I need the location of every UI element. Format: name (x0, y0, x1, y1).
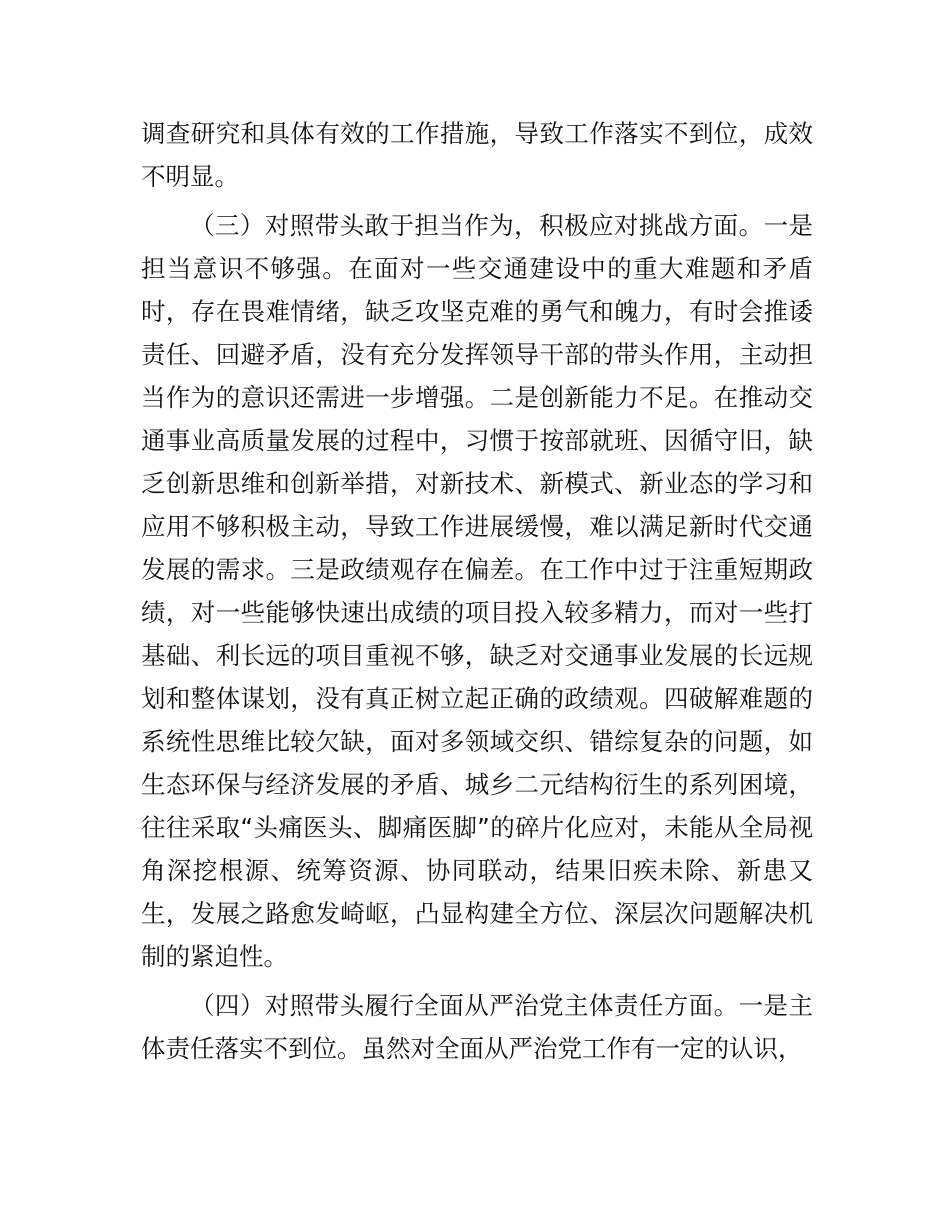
document-body (141, 112, 813, 1070)
paragraph-section-four: （四）对照带头履行全面从严治党主体责任方面。一是主体责任落实不到位。虽然对全面从严治党工作有一定的认识， (141, 991, 813, 1063)
paragraph-section-three: （三）对照带头敢于担当作为，积极应对挑战方面。一是担当意识不够强。在面对一些交通建设中的重大难题和矛盾时，存在畏难情绪，缺乏攻坚克难的勇气和魄力，有时会推诿责任、回避矛盾，没有充分发挥领导干部的带头作用，主动担当作为的意识还需进一步增强。二是创新能力不足。在推动交通事业高质量发展的过程中，习惯于按部就班、因循守旧，缺乏创新思维和创新举措，对新技术、新模式、新业态的学习和应用不够积极主动，导致工作进展缓慢，难以满足新时代交通发展的需求。三是政绩观存在偏差。在工作中过于注重短期政绩，对一些能够快速出成绩的项目投入较多精力，而对一些打基础、利长远的项目重视不够，缺乏对交通事业发展的长远规划和整体谋划，没有真正树立起正确的政绩观。四破解难题的系统性思维比较欠缺，面对多领域交织、错综复杂的问题，如生态环保与经济发展的矛盾、城乡二元结构衍生的系列困境，往往采取“头痛医头、脚痛医脚”的碎片化应对，未能从全局视角深挖根源、统筹资源、协同联动，结果旧疾未除、新患又生，发展之路愈发崎岖，凸显构建全方位、深层次问题解决机制的紧迫性。 (141, 211, 813, 971)
paragraph-continuation: 调查研究和具体有效的工作措施，导致工作落实不到位，成效不明显。 (141, 119, 813, 191)
